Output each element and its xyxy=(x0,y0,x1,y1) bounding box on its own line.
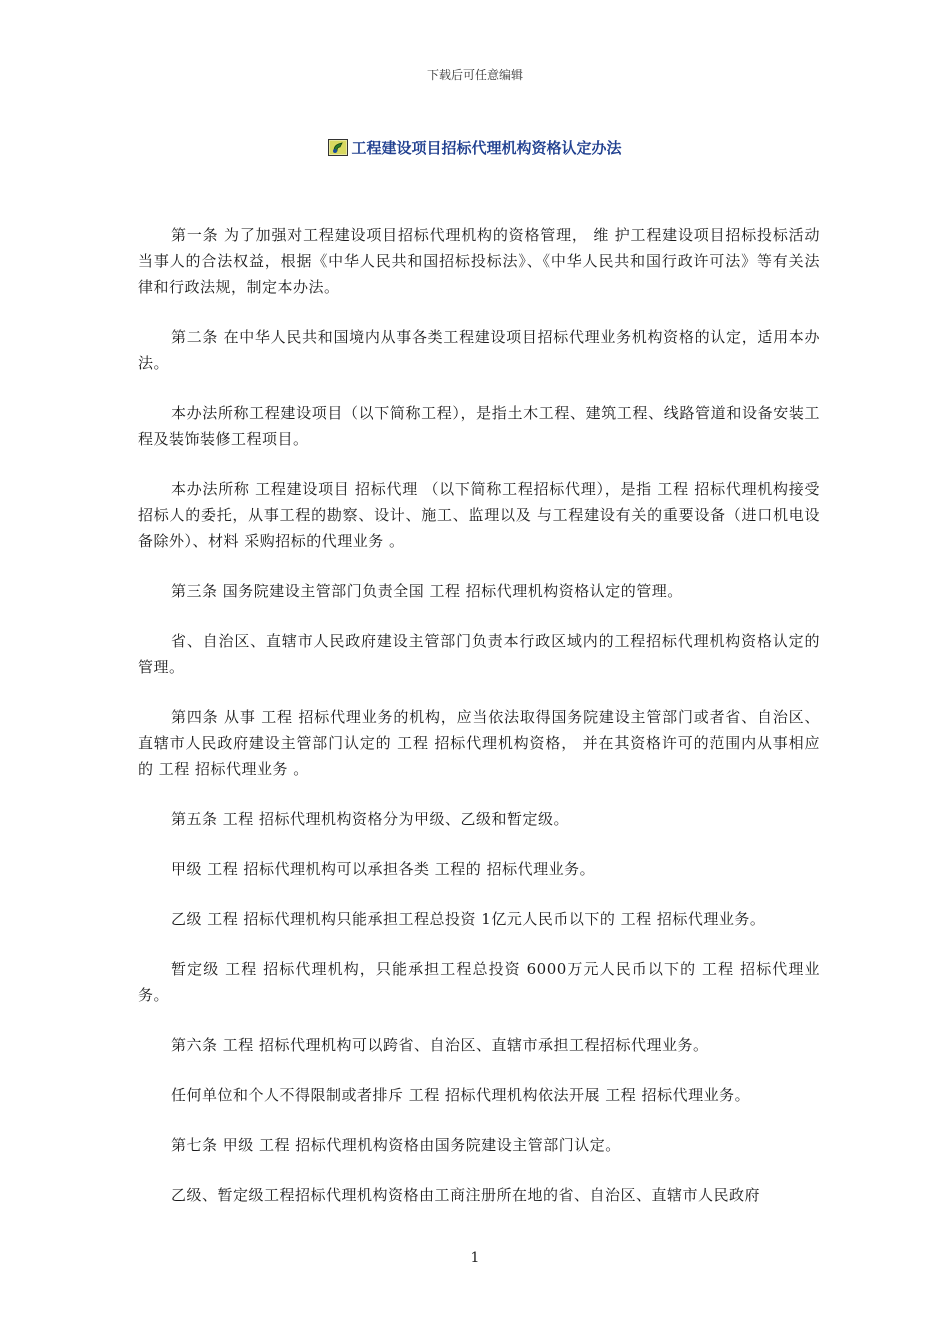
paragraph-article-6: 第六条 工程 招标代理机构可以跨省、自治区、直辖市承担工程招标代理业务。 xyxy=(171,1036,709,1054)
paragraph-article-4: 第四条 从事 工程 招标代理业务的机构，应当依法取得国务院建设主管部门或者省、自治区、直辖市人民政府建设主管部门认定的 工程 招标代理机构资格， 并在其资格许可的范围内从事相应的 工程 招标代理业务 。 xyxy=(138,708,820,778)
document-link-icon[interactable] xyxy=(328,139,348,156)
page-header-note: 下载后可任意编辑 xyxy=(426,68,523,82)
document-title-text: 工程建设项目招标代理机构资格认定办法 xyxy=(351,139,622,157)
page-number: 1 xyxy=(470,1250,480,1266)
paragraph-grade-provisional: 暂定级 工程 招标代理机构，只能承担工程总投资 6000万元人民币以下的 工程 招标代理业务。 xyxy=(138,960,820,1004)
paragraph-definition-project: 本办法所称工程建设项目（以下简称工程），是指土木工程、建筑工程、线路管道和设备安装工程及装饰装修工程项目。 xyxy=(138,404,820,448)
paragraph-grade-a: 甲级 工程 招标代理机构可以承担各类 工程的 招标代理业务。 xyxy=(171,860,596,878)
paragraph-definition-agency: 本办法所称 工程建设项目 招标代理 （以下简称工程招标代理），是指 工程 招标代理机构接受招标人的委托，从事工程的勘察、设计、施工、监理以及 与工程建设有关的重要设备（进口机电设备除外）、材料 采购招标的代理业务 。 xyxy=(138,480,820,550)
document-body xyxy=(138,222,820,1232)
paragraph-article-2: 第二条 在中华人民共和国境内从事各类工程建设项目招标代理业务机构资格的认定，适用本办法。 xyxy=(138,328,820,372)
paragraph-article-3-provincial: 省、自治区、直辖市人民政府建设主管部门负责本行政区域内的工程招标代理机构资格认定的管理。 xyxy=(138,632,820,676)
paragraph-article-3: 第三条 国务院建设主管部门负责全国 工程 招标代理机构资格认定的管理。 xyxy=(171,582,683,600)
paragraph-article-7-grade-b: 乙级、暂定级工程招标代理机构资格由工商注册所在地的省、自治区、直辖市人民政府 xyxy=(171,1186,761,1204)
paragraph-article-6-no-restriction: 任何单位和个人不得限制或者排斥 工程 招标代理机构依法开展 工程 招标代理业务。 xyxy=(171,1086,751,1104)
paragraph-grade-b: 乙级 工程 招标代理机构只能承担工程总投资 1亿元人民币以下的 工程 招标代理业务。 xyxy=(171,910,766,928)
paragraph-article-5: 第五条 工程 招标代理机构资格分为甲级、乙级和暂定级。 xyxy=(171,810,570,828)
paragraph-article-1: 第一条 为了加强对工程建设项目招标代理机构的资格管理， 维 护工程建设项目招标投标活动当事人的合法权益，根据《中华人民共和国招标投标法》、《中华人民共和国行政许可法》等有关法律和行政法规，制定本办法。 xyxy=(138,226,820,296)
document-title xyxy=(0,137,950,158)
paragraph-article-7: 第七条 甲级 工程 招标代理机构资格由国务院建设主管部门认定。 xyxy=(171,1136,621,1154)
